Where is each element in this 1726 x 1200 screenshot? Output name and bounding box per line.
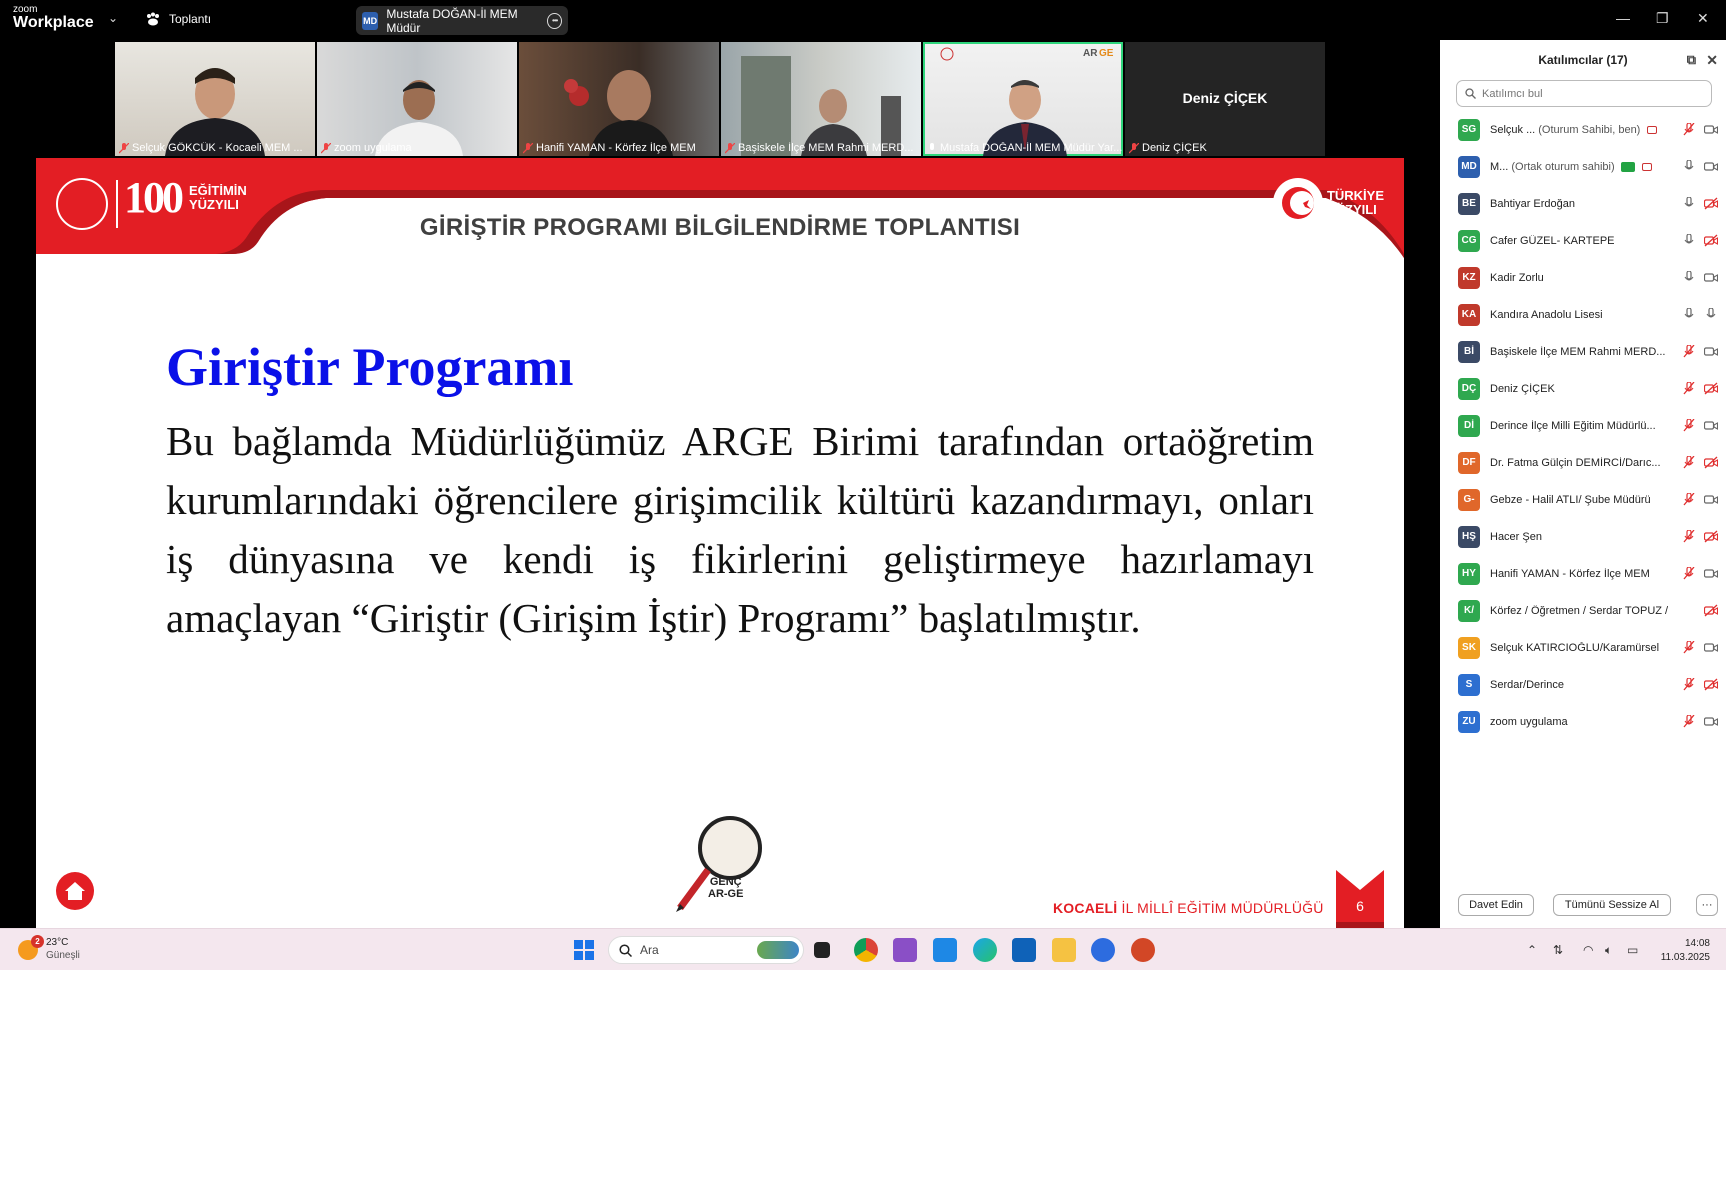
home-button[interactable]: [56, 872, 94, 910]
camera-on-icon[interactable]: [1704, 123, 1718, 136]
avatar: KZ: [1458, 267, 1480, 289]
participant-name: [1490, 568, 1650, 580]
camera-off-icon[interactable]: [1704, 604, 1718, 617]
chevron-down-icon[interactable]: ⌄: [108, 11, 119, 25]
footer-bold: KOCAELİ: [1053, 900, 1118, 916]
weather-widget[interactable]: [18, 937, 80, 962]
chrome-icon[interactable]: [854, 938, 878, 962]
participant-name-text: Hanifi YAMAN - Körfez İlçe MEM: [1490, 567, 1650, 580]
camera-on-icon[interactable]: [1704, 493, 1718, 506]
mic-on-icon[interactable]: [1682, 234, 1696, 247]
close-icon[interactable]: ✕: [1697, 10, 1709, 26]
footer-rest: İL MİLLÎ EĞİTİM MÜDÜRLÜĞÜ: [1117, 900, 1324, 916]
participant-name-text: M...: [1490, 160, 1509, 173]
participant-row[interactable]: [1440, 666, 1726, 703]
participant-row[interactable]: [1440, 111, 1726, 148]
restore-icon[interactable]: ❐: [1656, 10, 1669, 26]
participant-video: [155, 56, 275, 156]
page-number: 6: [1356, 898, 1364, 914]
tile-big-name: Deniz ÇİÇEK: [1182, 90, 1268, 106]
participant-row[interactable]: [1440, 518, 1726, 555]
mic-on-icon[interactable]: [1704, 308, 1718, 321]
camera-on-icon[interactable]: [1704, 567, 1718, 580]
participant-name-text: zoom uygulama: [1490, 715, 1568, 728]
record-icon: [1647, 126, 1657, 134]
zoom-workplace-logo[interactable]: [13, 5, 94, 31]
camera-off-icon[interactable]: [1704, 382, 1718, 395]
participant-name: [1490, 161, 1652, 173]
mic-on-icon[interactable]: [1682, 197, 1696, 210]
participant-name: [1490, 531, 1542, 543]
weather-condition: Güneşli: [46, 949, 80, 961]
mic-off-icon[interactable]: [1682, 567, 1696, 580]
mic-off-icon[interactable]: [1682, 382, 1696, 395]
tile-name: Hanifi YAMAN - Körfez İlçe MEM: [536, 142, 696, 154]
video-tile[interactable]: [317, 42, 517, 156]
camera-off-icon[interactable]: [1704, 234, 1718, 247]
video-tile[interactable]: [519, 42, 719, 156]
more-button[interactable]: ···: [1696, 894, 1718, 916]
mic-off-icon: [119, 143, 129, 154]
visual-studio-icon[interactable]: [893, 938, 917, 962]
more-icon[interactable]: •••: [547, 13, 562, 29]
participant-name-text: Deniz ÇİÇEK: [1490, 382, 1555, 395]
page-number-badge: [1336, 868, 1384, 928]
tile-name: Deniz ÇİÇEK: [1142, 142, 1207, 154]
tile-name: Selçuk GÖKCÜK - Kocaeli MEM ...: [132, 142, 303, 154]
logo-100-line2: YÜZYILI: [189, 197, 239, 212]
camera-on-icon[interactable]: [1704, 419, 1718, 432]
invite-button[interactable]: Davet Edin: [1458, 894, 1534, 916]
outlook-icon[interactable]: [1012, 938, 1036, 962]
tile-name: Mustafa DOĞAN-İl MEM Müdür Yar...: [940, 142, 1123, 154]
mic-off-icon[interactable]: [1682, 456, 1696, 469]
avatar: Dİ: [1458, 415, 1480, 437]
search-highlight-icon: [757, 941, 799, 959]
meeting-tab-label: Toplantı: [169, 12, 212, 26]
mic-on-icon[interactable]: [1682, 271, 1696, 284]
taskbar-search[interactable]: [608, 936, 804, 964]
participant-name: [1490, 605, 1668, 617]
camera-on-icon[interactable]: [1704, 641, 1718, 654]
participant-row[interactable]: [1440, 259, 1726, 296]
participant-row[interactable]: [1440, 481, 1726, 518]
tile-name: Başiskele İlçe MEM Rahmi MERD...: [738, 142, 914, 154]
minimize-icon[interactable]: —: [1616, 10, 1630, 26]
pop-out-icon[interactable]: ⧉: [1686, 52, 1696, 67]
participant-name: [1490, 383, 1555, 395]
search-icon: [1465, 88, 1476, 99]
participant-search[interactable]: [1456, 80, 1712, 107]
mic-off-icon[interactable]: [1682, 678, 1696, 691]
arge-line1: GENÇ: [709, 876, 742, 888]
camera-off-icon[interactable]: [1704, 197, 1718, 210]
weather-badge: 2: [31, 935, 44, 948]
participants-title: Katılımcılar (17): [1538, 53, 1628, 67]
video-tile[interactable]: [115, 42, 315, 156]
mic-off-icon: [725, 143, 735, 154]
share-screen-icon: [1621, 162, 1635, 172]
windows-start-icon[interactable]: [574, 940, 594, 960]
logo-bottom-text: Workplace: [13, 14, 94, 31]
participant-video: [357, 56, 477, 156]
avatar: K/: [1458, 600, 1480, 622]
avatar: HŞ: [1458, 526, 1480, 548]
participant-video: [549, 56, 689, 156]
search-placeholder: Ara: [640, 943, 659, 957]
mic-on-icon[interactable]: [1682, 308, 1696, 321]
participants-panel: [1440, 40, 1726, 928]
video-strip: [115, 42, 1325, 156]
genc-arge-logo: [670, 808, 770, 918]
participant-row[interactable]: [1440, 444, 1726, 481]
participant-row[interactable]: [1440, 555, 1726, 592]
clock-time: 14:08: [1684, 938, 1710, 949]
participant-name-text: Başiskele İlçe MEM Rahmi MERD...: [1490, 345, 1666, 358]
participant-name-text: Selçuk ...: [1490, 123, 1536, 136]
participant-name-text: Kandıra Anadolu Lisesi: [1490, 308, 1603, 321]
vscode-icon[interactable]: [933, 938, 957, 962]
ty-line2: YÜZYILI: [1326, 202, 1377, 217]
edge-icon[interactable]: [973, 938, 997, 962]
close-icon[interactable]: ✕: [1706, 52, 1718, 68]
slide-content-body: Bu bağlamda Müdürlüğümüz ARGE Birimi tarafından ortaöğretim kurumlarındaki öğrencilere girişimcilik kültürü kazandırmayı, onları iş dünyasına ve kendi iş fikirlerini geliştirmeye hazırlamayı amaçlayan “Giriştir (Girişim İştir) Programı” başlatılmıştır.: [166, 418, 1314, 641]
avatar: MD: [362, 12, 378, 30]
file-explorer-icon[interactable]: [1052, 938, 1076, 962]
participant-name: [1490, 457, 1661, 469]
participant-video: [923, 42, 1123, 156]
logo-100-line1: EĞİTİMİN: [189, 183, 247, 199]
participant-name-text: Selçuk KATIRCIOĞLU/Karamürsel: [1490, 641, 1660, 654]
participant-name: [1490, 272, 1544, 284]
participant-role: (Oturum Sahibi, ben): [1538, 123, 1641, 136]
participant-role: (Ortak oturum sahibi): [1511, 160, 1615, 173]
participant-name-text: Körfez / Öğretmen / Serdar TOPUZ /: [1490, 604, 1669, 617]
participant-row[interactable]: [1440, 592, 1726, 629]
task-view-icon[interactable]: [814, 942, 830, 958]
avatar: DF: [1458, 452, 1480, 474]
camera-off-icon[interactable]: [1704, 678, 1718, 691]
avatar: DÇ: [1458, 378, 1480, 400]
record-icon: [1642, 163, 1652, 171]
svg-text:GE: GE: [1099, 48, 1114, 59]
avatar: KA: [1458, 304, 1480, 326]
mic-off-icon: [523, 143, 533, 154]
participant-name-text: Cafer GÜZEL- KARTEPE: [1490, 234, 1615, 247]
powerpoint-icon[interactable]: [1131, 938, 1155, 962]
participant-name-text: Hacer Şen: [1490, 530, 1542, 543]
participant-row[interactable]: [1440, 222, 1726, 259]
mic-on-icon: [927, 143, 937, 154]
participant-name: [1490, 235, 1615, 247]
zoom-taskbar-icon[interactable]: [1091, 938, 1115, 962]
clock-date: 11.03.2025: [1660, 952, 1710, 963]
avatar: HY: [1458, 563, 1480, 585]
search-input[interactable]: [1482, 88, 1702, 100]
taskbar-clock[interactable]: [1652, 937, 1710, 965]
camera-off-icon[interactable]: [1704, 456, 1718, 469]
active-speaker-pill[interactable]: [356, 6, 568, 35]
participant-name-text: Kadir Zorlu: [1490, 271, 1544, 284]
title-bar: [0, 0, 1726, 40]
home-icon: [64, 881, 86, 901]
logo-top-text: zoom: [13, 4, 38, 15]
participant-row[interactable]: [1440, 407, 1726, 444]
participant-name: [1490, 420, 1656, 432]
participant-name-text: Bahtiyar Erdoğan: [1490, 197, 1575, 210]
battery-icon[interactable]: ▭: [1627, 943, 1639, 957]
svg-text:AR: AR: [1083, 48, 1098, 59]
participant-row[interactable]: [1440, 296, 1726, 333]
mic-on-icon[interactable]: [1682, 160, 1696, 173]
participant-name: [1490, 642, 1659, 654]
participant-row[interactable]: [1440, 185, 1726, 222]
participants-footer: [1440, 894, 1726, 918]
participant-name-text: Gebze - Halil ATLI/ Şube Müdürü: [1490, 493, 1651, 506]
participant-name: [1490, 346, 1665, 358]
slide-footer: [1053, 900, 1324, 916]
participant-row[interactable]: [1440, 703, 1726, 740]
temperature: 23°C: [46, 937, 69, 948]
sun-icon: [18, 936, 40, 960]
participant-row[interactable]: [1440, 629, 1726, 666]
avatar: MD: [1458, 156, 1480, 178]
search-icon: [619, 944, 632, 957]
participant-video: [741, 56, 901, 156]
avatar: BE: [1458, 193, 1480, 215]
video-tile[interactable]: [1125, 42, 1325, 156]
participant-row[interactable]: [1440, 148, 1726, 185]
shared-screen-slide: [36, 158, 1404, 928]
mute-all-button[interactable]: Tümünü Sessize Al: [1553, 894, 1671, 916]
avatar: SK: [1458, 637, 1480, 659]
tab-meeting[interactable]: [145, 12, 211, 26]
camera-on-icon[interactable]: [1704, 345, 1718, 358]
slide-header-title: GİRİŞTİR PROGRAMI BİLGİLENDİRME TOPLANTISI: [419, 214, 1021, 241]
avatar: Bİ: [1458, 341, 1480, 363]
mic-off-icon[interactable]: [1682, 641, 1696, 654]
participant-name: [1490, 198, 1575, 210]
mic-off-icon[interactable]: [1682, 419, 1696, 432]
participant-row[interactable]: [1440, 370, 1726, 407]
avatar: ZU: [1458, 711, 1480, 733]
chevron-up-icon[interactable]: ⌃: [1527, 943, 1538, 957]
wifi-icon[interactable]: ◠: [1583, 943, 1594, 957]
avatar: SG: [1458, 119, 1480, 141]
participant-name: [1490, 124, 1657, 136]
participants-header: [1440, 40, 1726, 80]
participant-name-text: Dr. Fatma Gülçin DEMİRCİ/Darıc...: [1490, 456, 1661, 469]
mic-off-icon: [1129, 143, 1139, 154]
camera-on-icon[interactable]: [1704, 160, 1718, 173]
mic-off-icon: [321, 143, 331, 154]
language-icon[interactable]: ⇅: [1553, 943, 1564, 957]
mic-off-icon[interactable]: [1682, 530, 1696, 543]
tile-name: zoom uygulama: [334, 142, 412, 154]
volume-icon[interactable]: 🔈︎: [1605, 943, 1613, 957]
video-tile-active-speaker[interactable]: [923, 42, 1123, 156]
mic-off-icon[interactable]: [1682, 123, 1696, 136]
meeting-icon: [145, 12, 161, 26]
active-speaker-name: Mustafa DOĞAN-İl MEM Müdür: [386, 6, 518, 35]
participant-name: [1490, 716, 1568, 728]
participant-list: [1440, 111, 1726, 740]
participant-name: [1490, 494, 1651, 506]
participant-name: [1490, 679, 1564, 691]
avatar: CG: [1458, 230, 1480, 252]
video-tile[interactable]: [721, 42, 921, 156]
participant-name-text: Derince İlçe Milli Eğitim Müdürlü...: [1490, 419, 1656, 432]
camera-on-icon[interactable]: [1704, 271, 1718, 284]
logo-100-number: 100: [124, 173, 181, 222]
mic-off-icon[interactable]: [1682, 715, 1696, 728]
camera-on-icon[interactable]: [1704, 715, 1718, 728]
avatar: G-: [1458, 489, 1480, 511]
mic-off-icon[interactable]: [1682, 345, 1696, 358]
ty-line1: TÜRKİYE: [1326, 188, 1384, 204]
participant-name: [1490, 309, 1603, 321]
windows-taskbar: [0, 928, 1726, 970]
participant-row[interactable]: [1440, 333, 1726, 370]
mic-off-icon[interactable]: [1682, 493, 1696, 506]
arge-line2: AR-GE: [708, 888, 744, 901]
participant-name-text: Serdar/Derince: [1490, 678, 1564, 691]
camera-off-icon[interactable]: [1704, 530, 1718, 543]
avatar: S: [1458, 674, 1480, 696]
slide-content-title: Giriştir Programı: [166, 337, 574, 397]
